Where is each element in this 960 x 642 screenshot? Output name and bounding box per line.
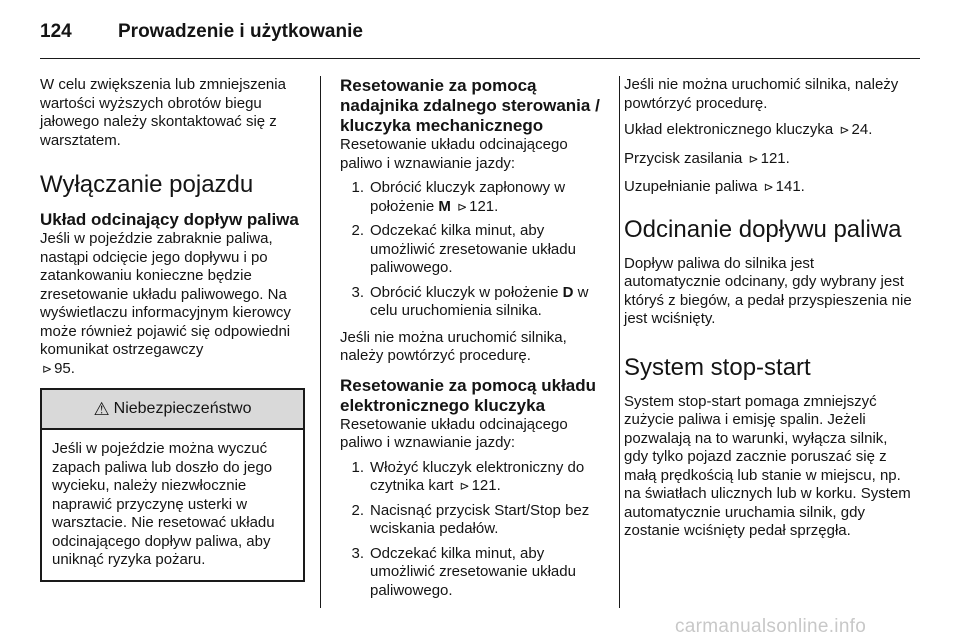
column-1: [40, 76, 305, 582]
step-text: Obrócić kluczyk zapłonowy w położenie M ⊳ 121.: [370, 179, 566, 215]
step-text: Nacisnąć przycisk Start/Stop bez wciskania pedałów.: [370, 501, 590, 537]
reference-arrow-icon: ⊳: [459, 479, 470, 493]
electronic-key-steps: [340, 459, 606, 601]
page-header: [40, 14, 363, 50]
page-title: Prowadzenie i użytkowanie: [118, 21, 363, 42]
reference-arrow-icon: ⊳: [839, 123, 850, 137]
page-reference-link[interactable]: 141.: [775, 178, 805, 195]
reference-electronic-key: Układ elektronicznego kluczyka ⊳ 24.: [624, 121, 873, 138]
column-divider-2: [619, 76, 620, 608]
step-text: Włożyć kluczyk elektroniczny do czytnika kart ⊳ 121.: [370, 458, 585, 494]
step-number: 3.: [351, 283, 364, 301]
list-item: [340, 545, 606, 601]
page-reference-link[interactable]: 121.: [471, 477, 501, 494]
reference-refuelling: Uzupełnianie paliwa ⊳ 141.: [624, 178, 805, 195]
list-item: [340, 502, 606, 539]
reference-arrow-icon: ⊳: [748, 151, 759, 166]
reference-power-button: Przycisk zasilania ⊳ 121.: [624, 149, 790, 167]
step-text: Odczekać kilka minut, aby umożliwić zresetowanie układu paliwowego.: [370, 222, 576, 276]
section-title-vehicle-off: Wyłączanie pojazdu: [40, 171, 254, 198]
step-number: 1.: [351, 458, 364, 476]
warning-triangle-icon: ⚠: [93, 398, 110, 419]
step-number: 3.: [351, 544, 364, 562]
list-item: [340, 284, 606, 321]
list-item: [340, 222, 606, 278]
reference-arrow-icon: ⊳: [457, 199, 468, 214]
electronic-key-intro: Resetowanie układu odcinającego paliwo i wznawianie jazdy:: [340, 415, 568, 451]
column-3: [624, 76, 914, 547]
retry-paragraph: Jeśli nie można uruchomić silnika, należy powtórzyć procedurę.: [624, 76, 899, 112]
section-title-stop-start: System stop-start: [624, 353, 811, 381]
step-text: Odczekać kilka minut, aby umożliwić zresetowanie układu paliwowego.: [370, 544, 576, 599]
key-position-d: D: [562, 283, 574, 301]
header-divider: [40, 58, 920, 59]
subsection-title-remote-reset: Resetowanie za pomocą nadajnika zdalnego sterowania / kluczyka mechanicznego: [340, 76, 600, 135]
subsection-title-electronic-key-reset: Resetowanie za pomocą układu elektronicznego kluczyka: [340, 375, 597, 415]
page-reference-link[interactable]: 121.: [469, 197, 499, 215]
column-2: [340, 76, 606, 608]
warning-title: Niebezpieczeństwo: [113, 399, 252, 417]
section-title-fuel-cutoff: Odcinanie dopływu paliwa: [624, 215, 902, 243]
fuel-cutoff-text: Jeśli w pojeździe zabraknie paliwa, nastąpi odcięcie jego dopływu i po zatankowaniu konieczne będzie zresetowanie układu paliwowego. Na wyświetlaczu informacyjnym kierowcy może również pojawić się odpowiedni komunikat ostrzegawczy: [40, 230, 291, 358]
intro-paragraph: W celu zwiększenia lub zmniejszenia wartości wyższych obrotów biegu jałowego należy skontaktować się z warsztatem.: [40, 76, 286, 149]
list-item: [340, 459, 606, 496]
remote-reset-intro: Resetowanie układu odcinającego paliwo i wznawianie jazdy:: [340, 136, 568, 172]
reference-arrow-icon: ⊳: [42, 361, 53, 376]
step-number: 2.: [351, 501, 364, 519]
key-position-m: M: [438, 197, 451, 215]
warning-body: Jeśli w pojeździe można wyczuć zapach paliwa lub doszło do jego wycieku, należy niezwłocznie naprawić przyczynę usterki w warsztacie. Nie resetować układu odcinającego dopływ paliwa, aby uniknąć ryzyka pożaru.: [52, 440, 275, 568]
remote-reset-steps: [340, 179, 606, 321]
stop-start-description: System stop-start pomaga zmniejszyć zużycie paliwa i emisję spalin. Jeżeli pozwalają na to warunki, wyłącza silnik, gdy tylko pojazd zacznie poruszać się z małą prędkością lub stanie w miejscu, np. na światłach ulicznych lub w korku. System automatycznie uruchamia silnik, gdy zostanie wciśnięty pedał sprzęgła.: [624, 392, 911, 539]
step-text: Obrócić kluczyk w położenie D w celu uruchomienia silnika.: [370, 283, 589, 319]
fuel-cutoff-description: Dopływ paliwa do silnika jest automatycznie odcinany, gdy wybrany jest któryś z biegów, a pedał przyspieszenia nie jest wciśnięty.: [624, 254, 912, 327]
list-item: [340, 179, 606, 216]
watermark-text: carmanualsonline.info: [675, 616, 867, 637]
page-number: 124: [40, 21, 72, 42]
subsection-title-fuel-cutoff: Układ odcinający dopływ paliwa: [40, 210, 299, 229]
reference-arrow-icon: ⊳: [763, 180, 774, 194]
remote-reset-outro: Jeśli nie można uruchomić silnika, należy powtórzyć procedurę.: [340, 328, 567, 364]
fuel-cutoff-paragraph: [40, 230, 305, 378]
warning-box: [40, 388, 305, 582]
step-number: 2.: [351, 222, 364, 239]
column-divider-1: [320, 76, 321, 608]
warning-header: [42, 390, 303, 430]
page-reference-link[interactable]: 121.: [760, 149, 790, 167]
step-number: 1.: [351, 179, 364, 196]
page-reference-link[interactable]: 24.: [851, 121, 873, 138]
page-reference-link[interactable]: 95.: [54, 359, 75, 377]
